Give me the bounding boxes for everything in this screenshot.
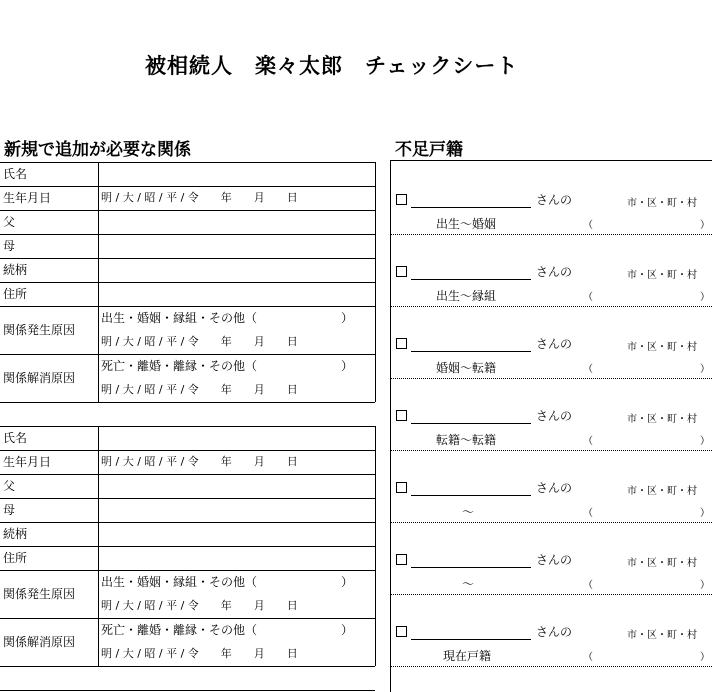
koseki-san-no-label: さんの — [536, 409, 573, 423]
page-title: 被相続人 楽々太郎 チェックシート — [145, 53, 519, 78]
koseki-checkbox[interactable] — [396, 266, 407, 277]
form-cause-date[interactable]: 明 / 大 / 昭 / 平 / 令 年 月 日 — [101, 647, 298, 660]
form-row-line — [0, 666, 375, 667]
form-field-value[interactable]: 明 / 大 / 昭 / 平 / 令 年 月 日 — [101, 455, 298, 468]
koseki-name-underline[interactable] — [411, 207, 531, 208]
form-cause-label: 関係発生原因 — [3, 587, 76, 601]
koseki-period-label: 出生～縁組 — [436, 289, 497, 303]
koseki-row-divider — [390, 450, 712, 451]
form-field-label: 生年月日 — [3, 191, 52, 205]
koseki-period-label: 現在戸籍 — [443, 649, 492, 663]
form-right-border — [375, 162, 376, 402]
koseki-region-label: 市・区・町・村 — [627, 486, 697, 497]
koseki-san-no-label: さんの — [536, 337, 573, 351]
form-field-label: 続柄 — [3, 263, 28, 277]
koseki-paren-open: （ — [583, 292, 593, 303]
form-field-label: 住所 — [3, 287, 28, 301]
koseki-paren-close: ） — [700, 508, 710, 519]
koseki-paren-open: （ — [583, 364, 593, 375]
form-row-line — [0, 522, 375, 523]
form-row-line — [0, 210, 375, 211]
left-section-heading: 新規で追加が必要な関係 — [4, 140, 191, 160]
koseki-period-label: ～ — [462, 505, 475, 519]
koseki-name-underline[interactable] — [411, 495, 531, 496]
form-row-line — [0, 234, 375, 235]
koseki-row-divider — [390, 306, 712, 307]
koseki-san-no-label: さんの — [536, 553, 573, 567]
koseki-checkbox[interactable] — [396, 482, 407, 493]
form-field-label: 母 — [3, 239, 16, 253]
koseki-region-label: 市・区・町・村 — [627, 630, 697, 641]
koseki-row-divider — [390, 378, 712, 379]
koseki-row-divider — [390, 522, 712, 523]
form-row-line — [0, 546, 375, 547]
koseki-top-border — [390, 160, 712, 161]
form-cause-options[interactable]: 死亡・離婚・離縁・その他（ ） — [101, 359, 354, 373]
koseki-checkbox[interactable] — [396, 194, 407, 205]
koseki-checkbox[interactable] — [396, 626, 407, 637]
form-field-value[interactable]: 明 / 大 / 昭 / 平 / 令 年 月 日 — [101, 191, 298, 204]
form-top-border — [0, 426, 375, 427]
form-cause-date[interactable]: 明 / 大 / 昭 / 平 / 令 年 月 日 — [101, 599, 298, 612]
koseki-name-underline[interactable] — [411, 423, 531, 424]
next-form-top-border — [0, 690, 375, 691]
koseki-checkbox[interactable] — [396, 554, 407, 565]
form-field-label: 父 — [3, 479, 16, 493]
koseki-region-label: 市・区・町・村 — [627, 414, 697, 425]
koseki-name-underline[interactable] — [411, 567, 531, 568]
koseki-san-no-label: さんの — [536, 265, 573, 279]
koseki-left-border — [390, 160, 391, 692]
koseki-name-underline[interactable] — [411, 351, 531, 352]
koseki-paren-close: ） — [700, 220, 710, 231]
form-cause-options[interactable]: 死亡・離婚・離縁・その他（ ） — [101, 623, 354, 637]
koseki-san-no-label: さんの — [536, 481, 573, 495]
koseki-region-label: 市・区・町・村 — [627, 198, 697, 209]
koseki-checkbox[interactable] — [396, 338, 407, 349]
form-top-border — [0, 162, 375, 163]
koseki-san-no-label: さんの — [536, 193, 573, 207]
koseki-san-no-label: さんの — [536, 625, 573, 639]
form-field-label: 氏名 — [3, 431, 28, 445]
koseki-name-underline[interactable] — [411, 279, 531, 280]
koseki-name-underline[interactable] — [411, 639, 531, 640]
koseki-period-label: ～ — [462, 577, 475, 591]
form-cause-options[interactable]: 出生・婚姻・縁組・その他（ ） — [101, 575, 354, 589]
koseki-paren-open: （ — [583, 652, 593, 663]
form-row-line — [0, 258, 375, 259]
koseki-paren-close: ） — [700, 364, 710, 375]
koseki-paren-open: （ — [583, 580, 593, 591]
form-cause-options[interactable]: 出生・婚姻・縁組・その他（ ） — [101, 311, 354, 325]
form-row-line — [0, 282, 375, 283]
koseki-paren-close: ） — [700, 292, 710, 303]
koseki-region-label: 市・区・町・村 — [627, 342, 697, 353]
form-row-line — [0, 402, 375, 403]
form-row-line — [0, 474, 375, 475]
form-cause-label: 関係解消原因 — [3, 635, 76, 649]
form-field-label: 住所 — [3, 551, 28, 565]
koseki-row-divider — [390, 594, 712, 595]
form-field-label: 父 — [3, 215, 16, 229]
form-cause-label: 関係発生原因 — [3, 323, 76, 337]
koseki-checkbox[interactable] — [396, 410, 407, 421]
right-section-heading: 不足戸籍 — [395, 140, 463, 160]
form-right-border — [375, 426, 376, 666]
koseki-row-divider — [390, 234, 712, 235]
koseki-paren-open: （ — [583, 508, 593, 519]
form-row-line — [0, 498, 375, 499]
form-cause-date[interactable]: 明 / 大 / 昭 / 平 / 令 年 月 日 — [101, 383, 298, 396]
koseki-period-label: 婚姻～転籍 — [436, 361, 497, 375]
koseki-row-divider — [390, 666, 712, 667]
koseki-paren-close: ） — [700, 436, 710, 447]
form-field-label: 生年月日 — [3, 455, 52, 469]
koseki-paren-open: （ — [583, 220, 593, 231]
koseki-period-label: 転籍～転籍 — [436, 433, 497, 447]
form-field-label: 氏名 — [3, 167, 28, 181]
koseki-paren-close: ） — [700, 652, 710, 663]
form-cause-label: 関係解消原因 — [3, 371, 76, 385]
form-field-label: 続柄 — [3, 527, 28, 541]
koseki-paren-open: （ — [583, 436, 593, 447]
koseki-region-label: 市・区・町・村 — [627, 558, 697, 569]
koseki-period-label: 出生～婚姻 — [436, 217, 497, 231]
koseki-region-label: 市・区・町・村 — [627, 270, 697, 281]
form-cause-date[interactable]: 明 / 大 / 昭 / 平 / 令 年 月 日 — [101, 335, 298, 348]
koseki-paren-close: ） — [700, 580, 710, 591]
form-field-label: 母 — [3, 503, 16, 517]
